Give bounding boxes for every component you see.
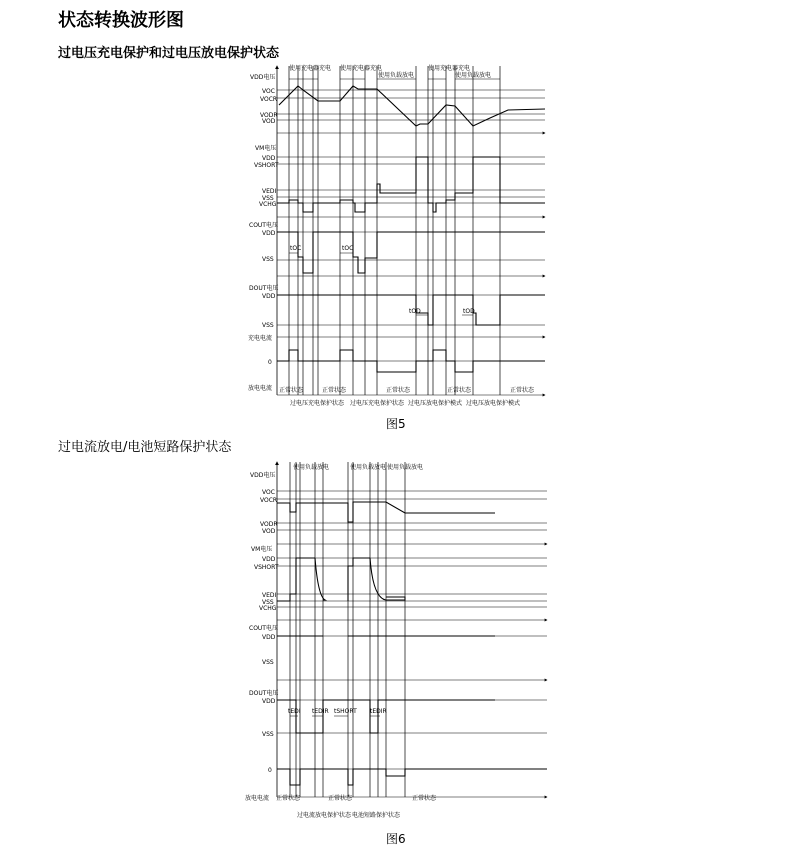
fig5-delay-2: tOC bbox=[342, 245, 354, 252]
fig6-note-3: 使用负载放电 bbox=[387, 464, 424, 471]
fig6-state-top-3: 正常状态 bbox=[412, 795, 437, 802]
fig6-current-waveform bbox=[277, 769, 547, 785]
fig6-label-vod: VOD bbox=[262, 528, 276, 535]
fig6-caption: 图6 bbox=[386, 832, 406, 846]
fig6-label-dout-axis: DOUT电压 bbox=[249, 690, 279, 697]
fig5-label-cout-axis: COUT电压 bbox=[249, 222, 278, 229]
fig5-label-zero: 0 bbox=[268, 359, 272, 366]
fig6-state-top-1: 正常状态 bbox=[276, 795, 301, 802]
fig6-reference-lines bbox=[277, 491, 547, 797]
fig6-label-vedi: VEDI bbox=[262, 592, 277, 599]
fig6-delay-3: tSHORT bbox=[334, 708, 357, 715]
fig5-state-top-4: 正常状态 bbox=[447, 387, 472, 394]
fig5-label-vchg: VCHG bbox=[259, 201, 277, 208]
fig5-label-vedi: VEDI bbox=[262, 188, 277, 195]
fig6-label-vocr: VOCR bbox=[260, 497, 278, 504]
fig6-note-2: 使用负载放电 bbox=[350, 464, 387, 471]
fig5-delay-3: tOD bbox=[409, 308, 421, 315]
fig6-label-vdd2: VDD bbox=[262, 634, 276, 641]
figure-6 bbox=[277, 462, 547, 797]
fig6-note-1: 使用负载放电 bbox=[293, 464, 330, 471]
fig5-label-vocr: VOCR bbox=[260, 96, 278, 103]
fig6-delay-1: tEDI bbox=[288, 708, 301, 715]
fig6-label-vchg: VCHG bbox=[259, 605, 277, 612]
fig6-label-vdd-axis: VDD电压 bbox=[250, 472, 276, 479]
fig6-delay-2: tEDIR bbox=[312, 708, 329, 715]
fig6-vm-waveform-2 bbox=[348, 558, 370, 601]
fig5-state-top-1: 正常状态 bbox=[279, 387, 304, 394]
section-title-overcurrent: 过电流放电/电池短路保护状态 bbox=[58, 440, 232, 455]
fig5-reference-lines bbox=[277, 90, 545, 395]
fig6-label-discharge-current: 放电电流 bbox=[245, 795, 270, 802]
fig6-state-top-2: 正常状态 bbox=[328, 795, 353, 802]
fig5-note-4: 使用充电器充电 bbox=[428, 65, 471, 72]
fig6-label-cout-axis: COUT电压 bbox=[249, 625, 278, 632]
fig6-label-zero: 0 bbox=[268, 767, 272, 774]
fig5-label-discharge-current: 放电电流 bbox=[248, 385, 273, 392]
section-title-overvoltage: 过电压充电保护和过电压放电保护状态 bbox=[58, 46, 280, 61]
fig5-label-vss3: VSS bbox=[262, 322, 274, 329]
fig5-note-5: 使用负载放电 bbox=[455, 72, 492, 79]
fig5-cout-waveform bbox=[277, 232, 545, 273]
fig6-label-vdd3: VDD bbox=[262, 698, 276, 705]
fig6-state-bottom-2: 电池短路保护状态 bbox=[352, 812, 401, 819]
fig5-caption: 图5 bbox=[386, 417, 406, 431]
fig5-label-vod: VOD bbox=[262, 118, 276, 125]
fig6-label-vdd1: VDD bbox=[262, 556, 276, 563]
fig5-state-top-3: 正常状态 bbox=[386, 387, 411, 394]
fig6-delay-4: tEDIR bbox=[370, 708, 387, 715]
fig6-labels bbox=[245, 463, 437, 846]
fig6-label-vodr: VODR bbox=[260, 521, 278, 528]
fig5-state-bottom-1: 过电压充电保护状态 bbox=[290, 400, 345, 407]
fig5-delay-1: tOC bbox=[290, 245, 302, 252]
fig5-time-markers bbox=[289, 66, 500, 395]
fig6-state-bottom-1: 过电流放电保护状态 bbox=[297, 812, 352, 819]
fig5-state-bottom-3: 过电压放电保护模式 bbox=[408, 400, 463, 407]
fig5-label-vss1: VSS bbox=[262, 195, 274, 202]
fig5-label-charge-current: 充电电流 bbox=[248, 335, 273, 342]
fig5-state-bottom-2: 过电压充电保护状态 bbox=[350, 400, 405, 407]
fig5-label-vdd1: VDD bbox=[262, 155, 276, 162]
figure-5 bbox=[277, 66, 545, 395]
fig6-label-vss3: VSS bbox=[262, 731, 274, 738]
fig5-label-voc: VOC bbox=[262, 88, 275, 95]
fig5-label-dout-axis: DOUT电压 bbox=[249, 285, 279, 292]
fig5-label-vdd-axis: VDD电压 bbox=[250, 74, 276, 81]
fig6-label-voc: VOC bbox=[262, 489, 275, 496]
fig6-label-vshort: VSHORT bbox=[254, 564, 279, 571]
fig5-state-top-2: 正常状态 bbox=[322, 387, 347, 394]
fig5-label-vodr: VODR bbox=[260, 112, 278, 119]
fig5-note-3: 使用负载放电 bbox=[378, 72, 415, 79]
fig6-label-vss2: VSS bbox=[262, 659, 274, 666]
fig6-vm-waveform bbox=[277, 558, 315, 601]
fig5-labels bbox=[248, 64, 535, 431]
fig6-label-vm-axis: VM电压 bbox=[251, 546, 273, 553]
fig5-label-vss2: VSS bbox=[262, 256, 274, 263]
fig5-state-bottom-4: 过电压放电保护模式 bbox=[466, 400, 521, 407]
fig5-note-1: 使用充电器充电 bbox=[289, 65, 332, 72]
fig5-delay-4: tOD bbox=[463, 308, 475, 315]
fig5-label-vshort: VSHORT bbox=[254, 162, 279, 169]
fig5-delay-arrows bbox=[289, 253, 473, 315]
fig5-state-top-5: 正常状态 bbox=[510, 387, 535, 394]
page-title: 状态转换波形图 bbox=[58, 10, 184, 31]
fig5-label-vm-axis: VM电压 bbox=[255, 145, 277, 152]
fig5-label-vdd3: VDD bbox=[262, 293, 276, 300]
fig5-label-vdd2: VDD bbox=[262, 230, 276, 237]
fig6-label-vss1: VSS bbox=[262, 599, 274, 606]
fig5-vm-waveform bbox=[277, 157, 545, 212]
fig5-note-2: 使用充电器充电 bbox=[340, 65, 383, 72]
